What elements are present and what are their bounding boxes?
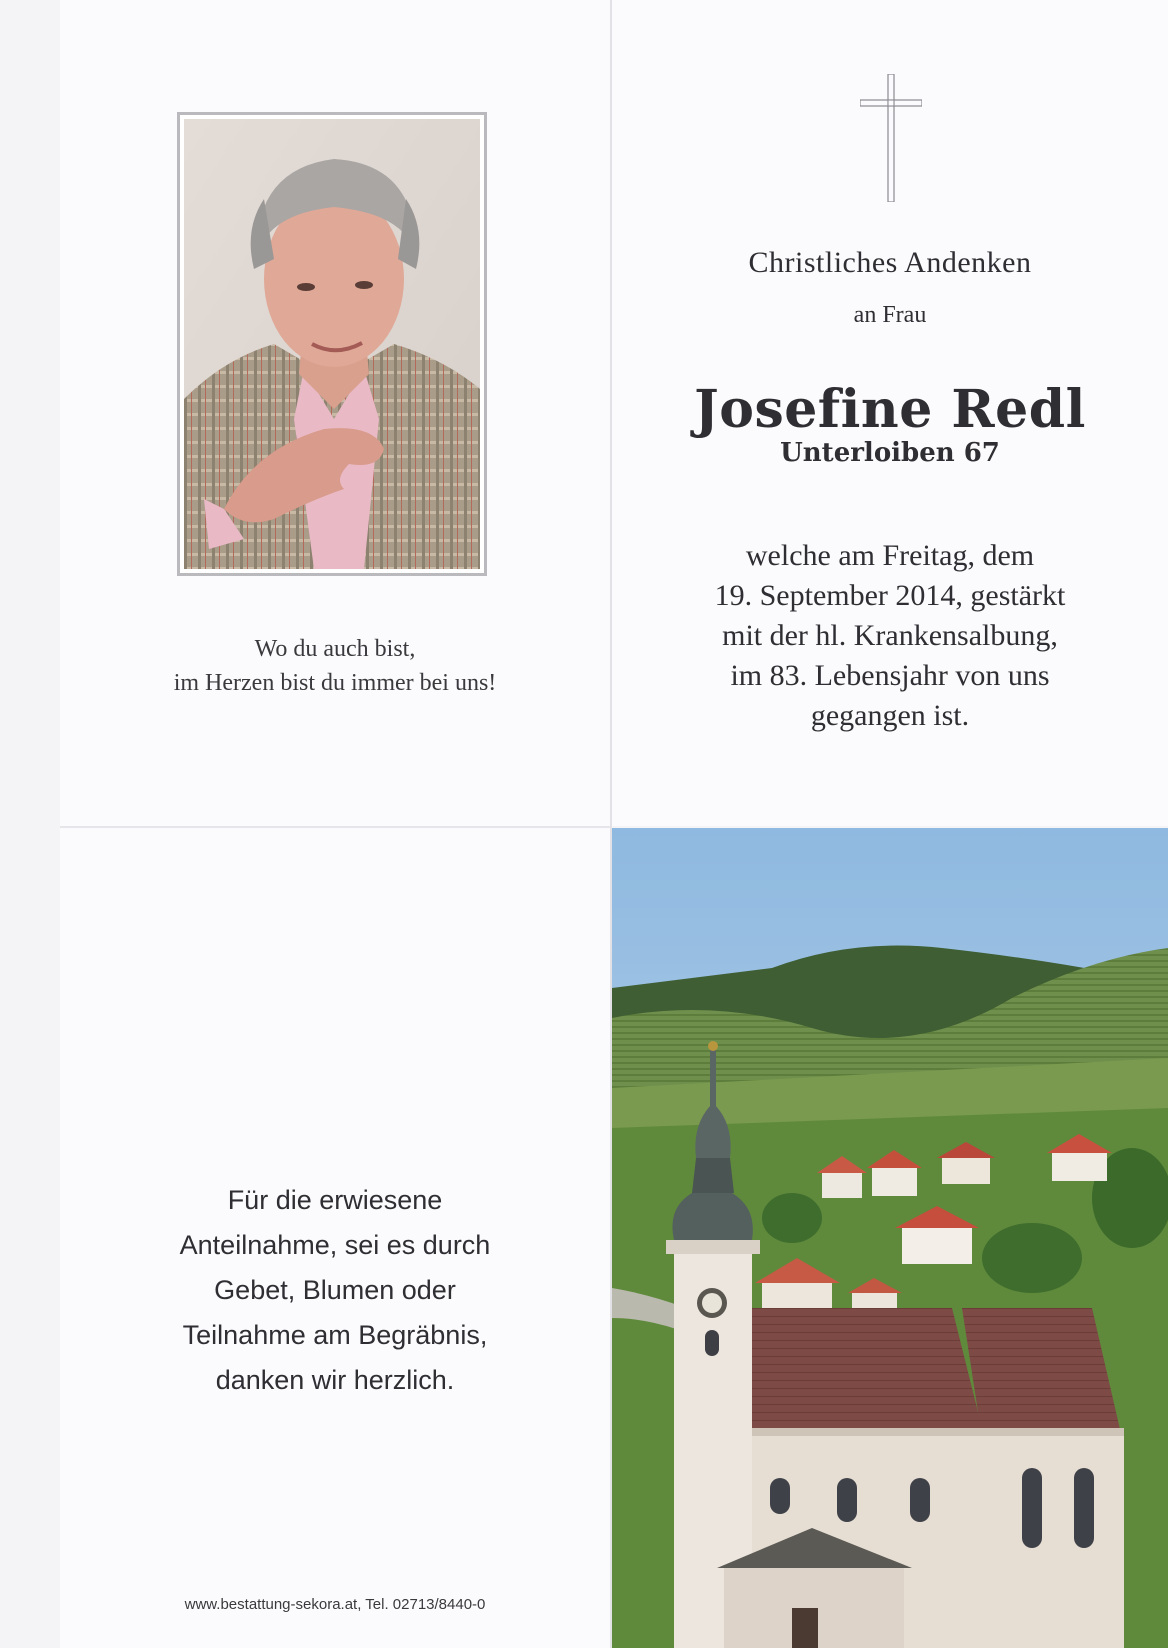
church-photo-panel [612, 828, 1168, 1648]
deceased-name: Josefine Redl [694, 379, 1086, 440]
obituary-panel [612, 0, 1168, 826]
thanks-text [60, 1178, 610, 1403]
cross-icon [860, 74, 922, 202]
salutation: an Frau [853, 302, 927, 328]
portrait-photo-frame [177, 112, 487, 576]
church-photo [612, 828, 1168, 1648]
quote-line: Wo du auch bist, [254, 636, 416, 662]
thanks-line: Teilnahme am Begräbnis, [182, 1320, 488, 1350]
quote-line: im Herzen bist du immer bei uns! [173, 670, 497, 696]
thanks-line: Für die erwiesene [227, 1185, 443, 1215]
obituary-line: welche am Freitag, dem [745, 539, 1035, 572]
deceased-address: Unterloiben 67 [780, 438, 1000, 468]
portrait-photo [184, 119, 480, 569]
obituary-text [612, 536, 1168, 736]
obituary-line: im 83. Lebensjahr von uns [730, 659, 1050, 692]
obituary-line: 19. September 2014, gestärkt [714, 579, 1066, 612]
thanks-line: danken wir herzlich. [215, 1365, 455, 1395]
thanks-line: Gebet, Blumen oder [214, 1275, 456, 1305]
memorial-quote [60, 632, 610, 700]
thanks-line: Anteilnahme, sei es durch [179, 1230, 491, 1260]
funeral-home-footer: www.bestattung-sekora.at, Tel. 02713/8440-0 [184, 1596, 486, 1613]
obituary-line: mit der hl. Krankensalbung, [722, 619, 1058, 652]
memorial-heading: Christliches Andenken [748, 246, 1032, 279]
obituary-line: gegangen ist. [810, 699, 970, 732]
portrait-panel [60, 0, 610, 826]
